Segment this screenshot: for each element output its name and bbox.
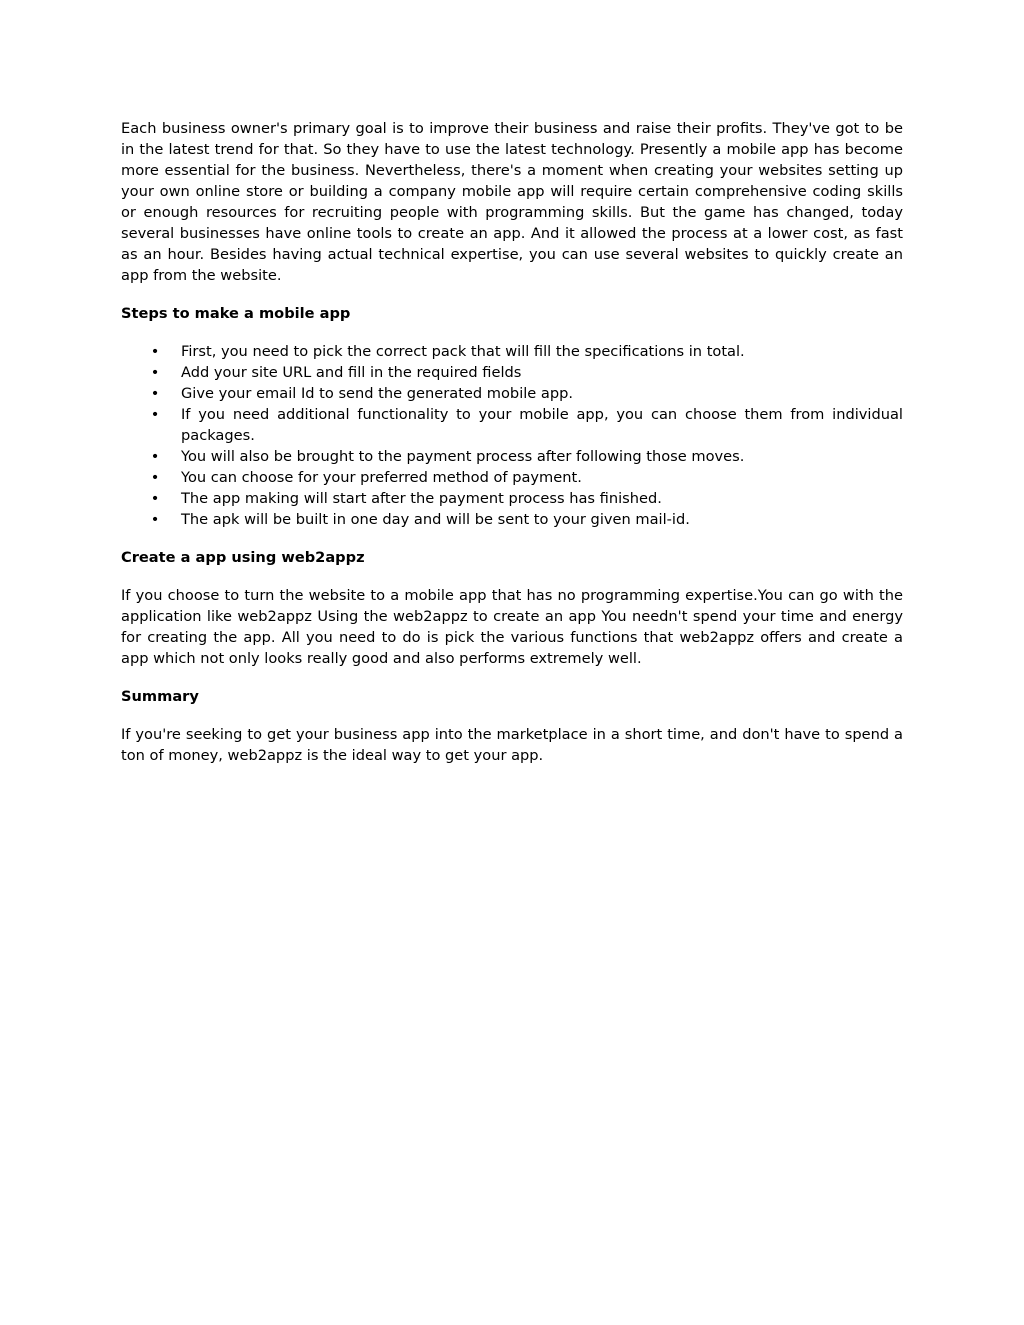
create-heading: Create a app using web2appz (121, 549, 365, 566)
list-item-text: First, you need to pick the correct pack that will fill the specifications in total. (181, 343, 745, 360)
bullet-icon: • (150, 511, 160, 528)
list-item (121, 362, 903, 383)
intro-paragraph: Each business owner's primary goal is to improve their business and raise their profits. They've got to be in the latest trend for that. So they have to use the latest technology. Presently a mobile app has become more essential for the business. Nevertheless, there's a moment when creating your websites setting up your own online store or building a company mobile app will require certain comprehensive coding skills or enough resources for recruiting people with programming skills. But the game has changed, today several businesses have online tools to create an app. And it allowed the process at a lower cost, as fast as an hour. Besides having actual technical expertise, you can use several websites to quickly create an app from the website. (121, 120, 903, 284)
list-item-text: The apk will be built in one day and will be sent to your given mail-id. (181, 511, 690, 528)
bullet-icon: • (150, 343, 160, 360)
bullet-icon: • (150, 364, 160, 381)
bullet-icon: • (150, 469, 160, 486)
summary-heading: Summary (121, 688, 199, 705)
bullet-icon: • (150, 490, 160, 507)
list-item-text: Add your site URL and fill in the required fields (181, 364, 522, 381)
steps-list (121, 341, 903, 530)
summary-paragraph: If you're seeking to get your business app into the marketplace in a short time, and don't have to spend a ton of money, web2appz is the ideal way to get your app. (121, 726, 903, 764)
list-item (121, 341, 903, 362)
list-item-text: You will also be brought to the payment process after following those moves. (181, 448, 745, 465)
steps-heading: Steps to make a mobile app (121, 305, 351, 322)
list-item (121, 488, 903, 509)
list-item-text: If you need additional functionality to your mobile app, you can choose them from individual packages. (181, 406, 903, 444)
list-item (121, 383, 903, 404)
list-item (121, 509, 903, 530)
bullet-icon: • (150, 406, 160, 423)
document-page (121, 118, 903, 766)
list-item (121, 446, 903, 467)
bullet-icon: • (150, 385, 160, 402)
list-item (121, 404, 903, 446)
list-item-text: You can choose for your preferred method of payment. (181, 469, 582, 486)
create-paragraph: If you choose to turn the website to a mobile app that has no programming expertise.You can go with the application like web2appz Using the web2appz to create an app You needn't spend your time and energy for creating the app. All you need to do is pick the various functions that web2appz offers and create a app which not only looks really good and also performs extremely well. (121, 587, 903, 667)
list-item-text: Give your email Id to send the generated mobile app. (181, 385, 574, 402)
bullet-icon: • (150, 448, 160, 465)
list-item-text: The app making will start after the payment process has finished. (181, 490, 662, 507)
list-item (121, 467, 903, 488)
